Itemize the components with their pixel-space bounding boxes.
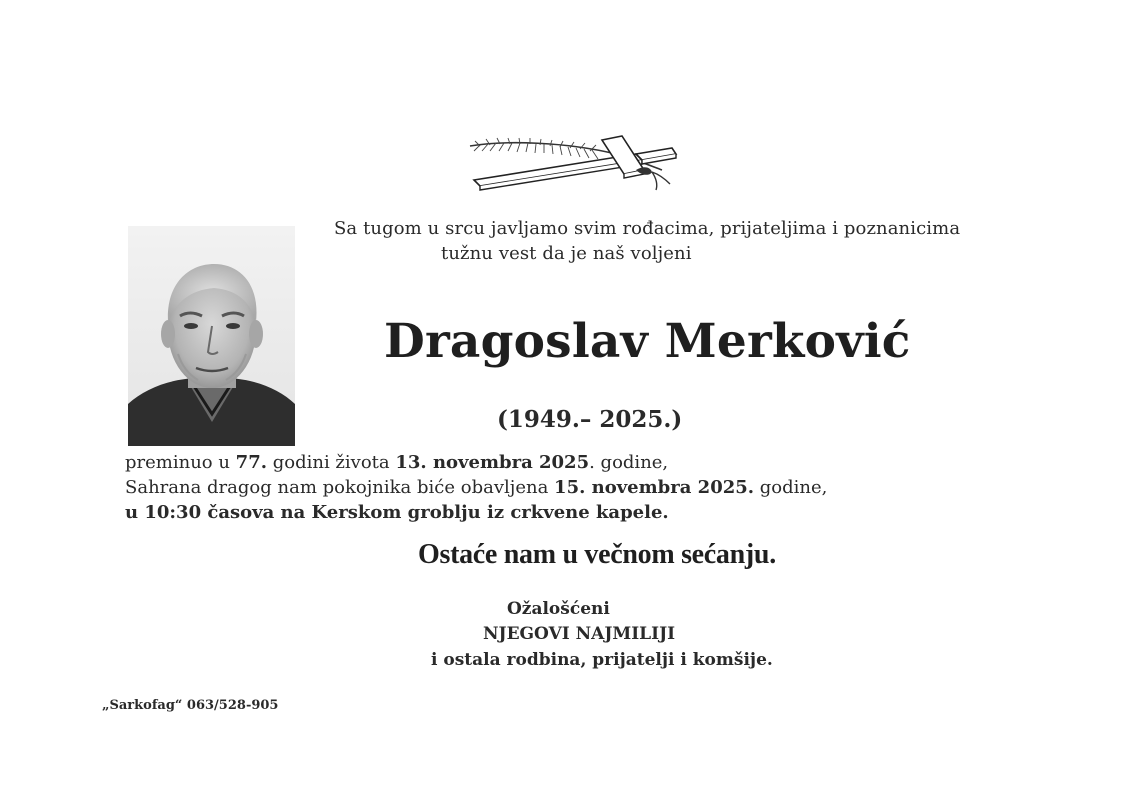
cross-palm-icon xyxy=(466,130,680,192)
mourners-family: NJEGOVI NAJMILIJI xyxy=(483,624,676,644)
death-age: 77. xyxy=(235,452,267,473)
death-date: 13. novembra 2025 xyxy=(395,452,590,473)
burial-date: 15. novembra 2025. xyxy=(554,477,755,498)
intro-line-2: tužnu vest da je naš voljeni xyxy=(441,243,692,264)
mourners-heading: Ožalošćeni xyxy=(507,599,610,619)
death-text-3: . godine, xyxy=(589,452,669,473)
burial-info-line xyxy=(125,477,827,498)
remembrance-line: Ostaće nam u večnom sećanju. xyxy=(418,539,776,570)
burial-text-1: Sahrana dragog nam pokojnika biće obavljena xyxy=(125,477,555,498)
deceased-name: Dragoslav Merković xyxy=(384,314,911,369)
death-text-1: preminuo u xyxy=(125,452,236,473)
burial-time-place: u 10:30 časova na Kerskom groblju iz crkvene kapele. xyxy=(125,502,669,523)
funeral-home-contact: „Sarkofag“ 063/528-905 xyxy=(102,698,279,713)
mourners-others: i ostala rodbina, prijatelji i komšije. xyxy=(431,650,773,670)
death-text-2: godini života xyxy=(267,452,396,473)
burial-text-2: godine, xyxy=(754,477,828,498)
intro-line-1: Sa tugom u srcu javljamo svim rođacima, prijateljima i poznanicima xyxy=(334,218,961,239)
life-years: (1949.– 2025.) xyxy=(497,406,683,433)
deceased-photo xyxy=(128,226,295,446)
death-info-line xyxy=(125,452,668,473)
